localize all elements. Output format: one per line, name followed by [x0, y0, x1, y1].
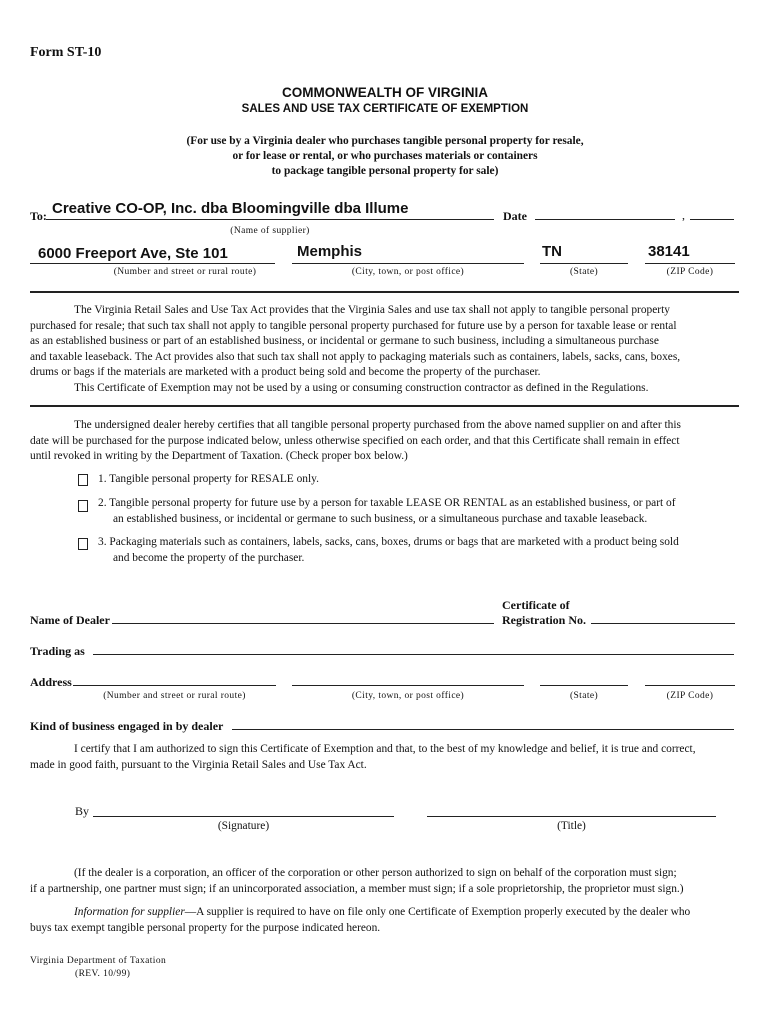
section-divider-1 [30, 291, 739, 293]
certify-line-3: until revoked in writing by the Department of Taxation. (Check proper box below.) [30, 450, 408, 462]
dealer-zip-caption: (ZIP Code) [666, 691, 714, 701]
supplier-city-value: Memphis [297, 243, 363, 260]
dealer-street-caption: (Number and street or rural route) [103, 691, 246, 701]
supplier-city-caption: (City, town, or post office) [351, 267, 465, 277]
dealer-name-label: Name of Dealer [30, 613, 110, 627]
title-field[interactable] [427, 816, 716, 817]
form-id: Form ST-10 [30, 45, 102, 60]
date-year-field[interactable] [690, 219, 734, 220]
supplier-state-value: TN [542, 243, 562, 260]
supplier-info-line-2: buys tax exempt tangible personal property for the purpose indicated hereon. [30, 921, 381, 934]
resale-checkbox[interactable] [78, 474, 88, 486]
to-label: To: [30, 209, 47, 223]
dealer-city-caption: (City, town, or post office) [351, 691, 465, 701]
dealer-city-field[interactable] [292, 685, 524, 686]
usage-note-line-1: (For use by a Virginia dealer who purchases tangible personal property for resale, [186, 135, 584, 147]
supplier-information [30, 905, 739, 936]
supplier-street-field[interactable] [30, 263, 275, 264]
by-label: By [75, 804, 90, 818]
date-field[interactable] [535, 219, 675, 220]
option-2-line-1: 2. Tangible personal property for future use by a person for taxable LEASE OR RENTAL as an established business, or part of [98, 497, 676, 509]
usage-note-line-3: to package tangible personal property for sale) [271, 165, 499, 177]
supplier-info-line-1: A supplier is required to have on file only one Certificate of Exemption properly executed by the dealer who [196, 906, 691, 918]
supplier-street-caption: (Number and street or rural route) [113, 267, 257, 277]
act-line-2: purchased for resale; that such tax shall not apply to tangible personal property purchased for future use by a person for taxable lease or rental [30, 319, 677, 332]
title-caption: (Title) [557, 820, 586, 832]
dealer-state-field[interactable] [540, 685, 628, 686]
act-line-6: This Certificate of Exemption may not be used by a using or consuming construction contractor as defined in the Regulations. [74, 381, 649, 394]
supplier-zip-caption: (ZIP Code) [666, 267, 714, 277]
supplier-name-caption: (Name of supplier) [230, 226, 310, 236]
option-2-line-2: an established business, or incidental or germane to such business, or a simultaneous purchase and taxable leaseback. [113, 513, 648, 525]
dealer-address-label: Address [30, 675, 72, 689]
usage-note-line-2: or for lease or rental, or who purchases materials or containers [232, 150, 538, 162]
supplier-zip-value: 38141 [648, 243, 690, 260]
supplier-street-value: 6000 Freeport Ave, Ste 101 [38, 245, 228, 262]
dealer-state-caption: (State) [569, 691, 599, 701]
act-paragraph [30, 303, 739, 396]
option-3-line-1: 3. Packaging materials such as containers, labels, sacks, cans, boxes, drums or bags that are marketed with a product being sold [98, 536, 679, 548]
dealer-note-line-1: (If the dealer is a corporation, an officer of the corporation or other person authorized to sign on behalf of the corporation must sign; [74, 867, 677, 879]
act-line-5: drums or bags if the materials are marketed with a product being sold and become the property of the purchaser. [30, 366, 541, 378]
dealer-street-field[interactable] [73, 685, 276, 686]
trading-as-label: Trading as [30, 644, 85, 658]
dealer-name-field[interactable] [112, 623, 494, 624]
act-line-3: as an established business or part of an established business, or incidental or germane to such business, including a simultaneous purchase [30, 335, 659, 347]
dealer-note-line-2: if a partnership, one partner must sign; if an unincorporated association, a member must sign; if a sole proprietorship, the proprietor must sign.) [30, 882, 684, 895]
date-label: Date [503, 209, 527, 223]
registration-label-1: Certificate of [502, 598, 570, 612]
footer-department: Virginia Department of Taxation [30, 956, 167, 966]
supplier-state-caption: (State) [569, 267, 599, 277]
registration-label-2: Registration No. [502, 613, 586, 627]
supplier-name-value: Creative CO-OP, Inc. dba Bloomingville dba Illume [52, 200, 409, 217]
act-line-4: and taxable leaseback. The Act provides also that such tax shall not apply to packaging materials such as containers, labels, sacks, cans, boxes, [30, 350, 681, 363]
trading-as-field[interactable] [93, 654, 734, 655]
section-divider-2 [30, 405, 739, 407]
certify-line-2: date will be purchased for the purpose indicated below, unless otherwise specified on each order, and that this Certificate shall remain in effect [30, 434, 680, 447]
kind-of-business-field[interactable] [232, 729, 734, 730]
act-line-1: The Virginia Retail Sales and Use Tax Act provides that the Virginia Sales and use tax shall not apply to tangible personal property [74, 304, 670, 316]
supplier-name-field[interactable] [46, 219, 494, 220]
supplier-city-field[interactable] [292, 263, 524, 264]
certify-statement-line-1: I certify that I am authorized to sign this Certificate of Exemption and that, to the best of my knowledge and belief, it is true and correct, [74, 743, 696, 755]
certify-line-1: The undersigned dealer hereby certifies that all tangible personal property purchased from the above named supplier on and after this [74, 419, 681, 431]
supplier-info-lead: Information for supplier [74, 906, 185, 918]
dealer-zip-field[interactable] [645, 685, 735, 686]
certify-statement [30, 742, 739, 773]
certify-statement-line-2: made in good faith, pursuant to the Virginia Retail Sales and Use Tax Act. [30, 758, 367, 771]
lease-rental-checkbox[interactable] [78, 500, 88, 512]
option-3-line-2: and become the property of the purchaser. [113, 552, 305, 564]
signature-caption: (Signature) [217, 820, 270, 832]
kind-of-business-label: Kind of business engaged in by dealer [30, 719, 224, 733]
registration-number-field[interactable] [591, 623, 735, 624]
certify-paragraph [30, 418, 739, 465]
packaging-checkbox[interactable] [78, 538, 88, 550]
date-separator: , [682, 208, 685, 222]
supplier-zip-field[interactable] [645, 263, 735, 264]
dealer-signing-note [30, 866, 739, 897]
footer-revision: (REV. 10/99) [75, 969, 131, 979]
form-subtitle: SALES AND USE TAX CERTIFICATE OF EXEMPTION [241, 103, 529, 115]
supplier-state-field[interactable] [540, 263, 628, 264]
option-1-text: 1. Tangible personal property for RESALE only. [98, 473, 319, 485]
supplier-info-dash: — [184, 906, 197, 918]
signature-field[interactable] [93, 816, 394, 817]
form-title: COMMONWEALTH OF VIRGINIA [282, 85, 488, 100]
